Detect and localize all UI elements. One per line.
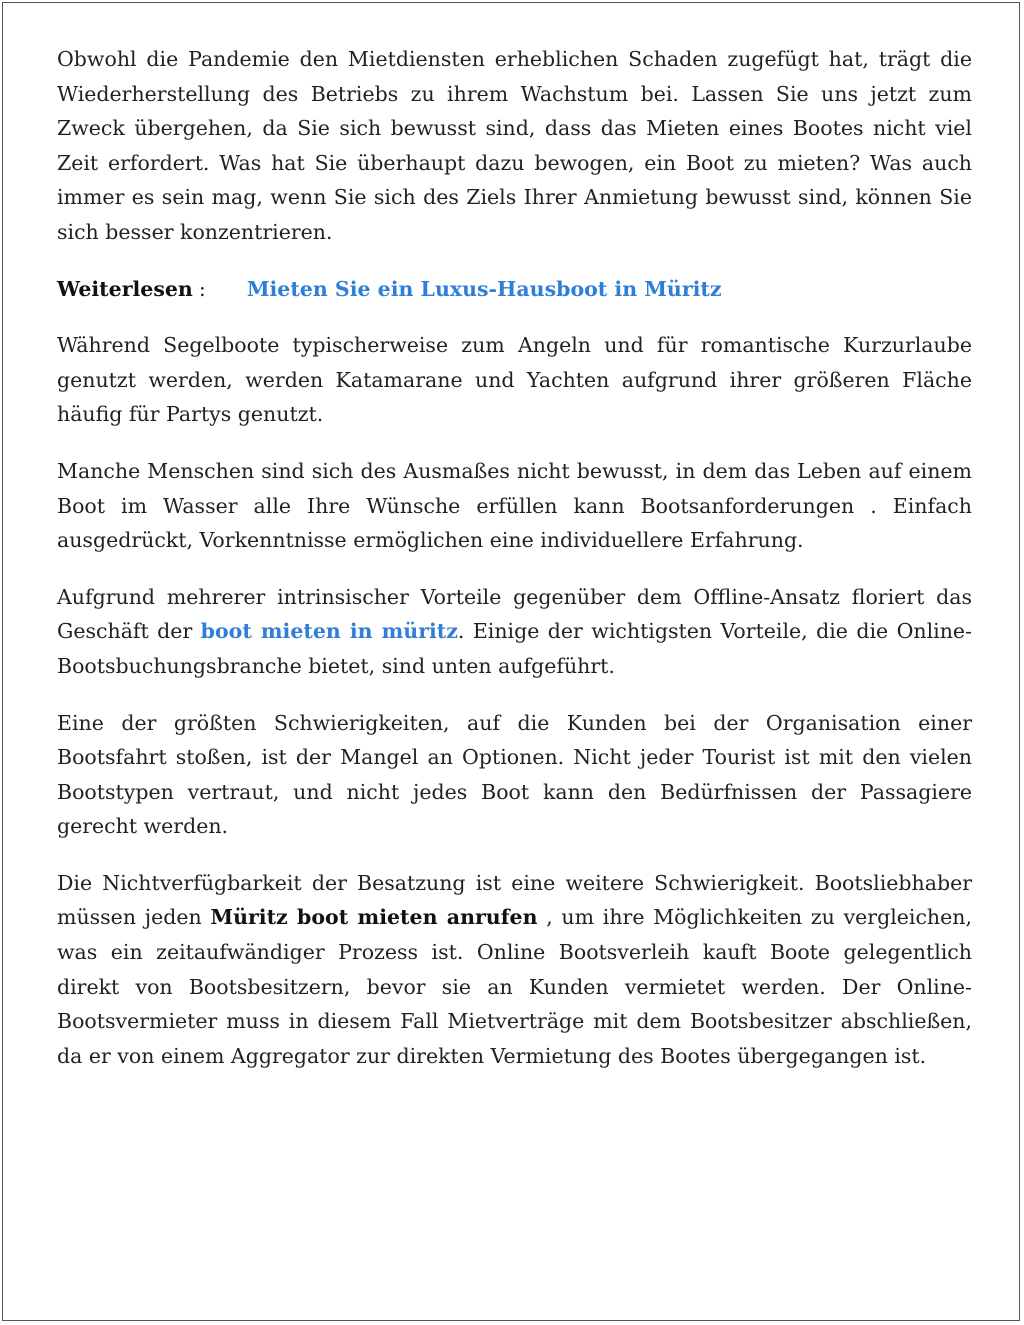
page-frame bbox=[2, 2, 1020, 1321]
document-body bbox=[57, 42, 972, 1095]
paragraph-sailboats: Während Segelboote typischerweise zum Angeln und für romantische Kurzurlaube genutzt werden, werden Katamarane und Yachten aufgrund ihrer größeren Fläche häufig für Partys genutzt. bbox=[57, 333, 972, 427]
paragraph-advantages-text-after: . Einige der wichtigsten Vorteile, die die Online-Bootsbuchungsbranche bietet, sind unten aufgeführt. bbox=[57, 619, 972, 678]
paragraph-crew-text-after: , um ihre Möglichkeiten zu vergleichen, was ein zeitaufwändiger Prozess ist. Online Bootsverleih kauft Boote gelegentlich direkt von Bootsbesitzern, bevor sie an Kunden vermietet werden. Der Online-Bootsvermieter muss in diesem Fall Mietverträge mit dem Bootsbesitzer abschließen, da er von einem Aggregator zur direkten Vermietung des Bootes übergegangen ist. bbox=[57, 905, 972, 1068]
mueritz-boot-mieten-bold: Müritz boot mieten anrufen bbox=[210, 905, 538, 930]
read-more-link[interactable]: Mieten Sie ein Luxus-Hausboot in Müritz bbox=[246, 276, 722, 301]
paragraph-advantages-text-before: Aufgrund mehrerer intrinsischer Vorteile gegenüber dem Offline-Ansatz floriert das Geschäft der bbox=[57, 584, 972, 644]
paragraph-difficulties: Eine der größten Schwierigkeiten, auf die Kunden bei der Organisation einer Bootsfahrt stoßen, ist der Mangel an Optionen. Nicht jeder Tourist ist mit den vielen Bootstypen vertraut, und nicht jedes Boot kann den Bedürfnissen der Passagiere gerecht werden. bbox=[57, 710, 972, 839]
boot-mieten-link[interactable]: boot mieten in müritz bbox=[200, 619, 458, 644]
paragraph-crew-text-before: Die Nichtverfügbarkeit der Besatzung ist eine weitere Schwierigkeit. Bootsliebhaber müssen jeden bbox=[57, 870, 972, 930]
read-more-line bbox=[57, 272, 972, 307]
paragraph-life-on-boat: Manche Menschen sind sich des Ausmaßes nicht bewusst, in dem das Leben auf einem Boot im Wasser alle Ihre Wünsche erfüllen kann Bootsanforderungen . Einfach ausgedrückt, Vorkenntnisse ermöglichen eine individuellere Erfahrung. bbox=[57, 458, 972, 553]
paragraph-crew bbox=[57, 866, 972, 1074]
paragraph-intro: Obwohl die Pandemie den Mietdiensten erheblichen Schaden zugefügt hat, trägt die Wiederherstellung des Betriebs zu ihrem Wachstum bei. Lassen Sie uns jetzt zum Zweck übergehen, da Sie sich bewusst sind, dass das Mieten eines Bootes nicht viel Zeit erfordert. Was hat Sie überhaupt dazu bewogen, ein Boot zu mieten? Was auch immer es sein mag, wenn Sie sich des Ziels Ihrer Anmietung bewusst sind, können Sie sich besser konzentrieren. bbox=[57, 47, 972, 244]
paragraph-advantages bbox=[57, 580, 972, 684]
read-more-label: Weiterlesen bbox=[57, 276, 193, 301]
read-more-separator: : bbox=[198, 276, 206, 301]
